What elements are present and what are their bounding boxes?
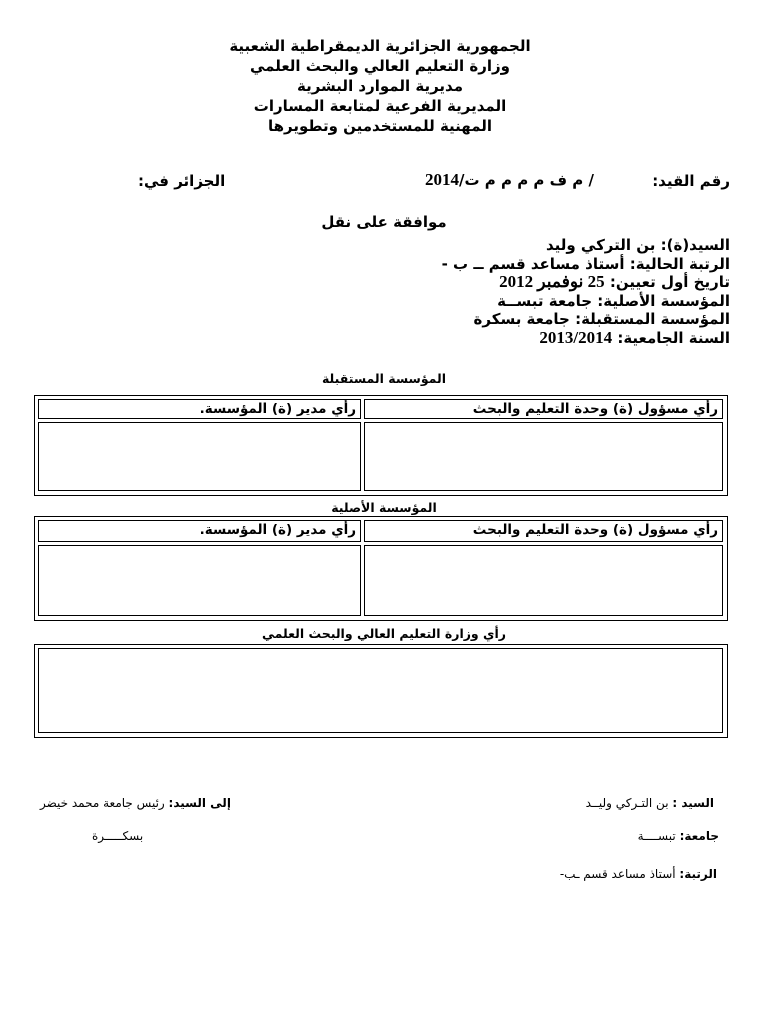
year-value: 2013/2014 [539,327,613,347]
receiving-director-header: رأي مدير (ة) المؤسسة. [38,399,361,419]
appointment-label: تاريخ أول تعيين: [609,273,730,291]
receiving-unit-opinion-box[interactable] [364,422,723,491]
recipient-value: رئيس جامعة محمد خيضر [40,796,165,810]
receiving-section-title: المؤسسة المستقبلة [321,371,447,386]
letterhead-line: المهنية للمستخدمين وتطويرها [267,117,493,135]
rank-label: الرتبة: [679,867,717,881]
footer-rank [560,867,717,881]
footer-sender [586,796,714,810]
sender-label: السيد : [672,796,714,810]
footer-university [638,829,719,843]
year-label: السنة الجامعية: [617,328,730,347]
university-label: جامعة: [679,829,719,843]
ministry-opinion-box[interactable] [38,648,723,733]
origin-director-opinion-box[interactable] [38,545,361,616]
reference-number [425,170,594,190]
reference-label: رقم القيد: [652,172,730,190]
letterhead [0,36,768,136]
letterhead-line: الجمهورية الجزائرية الديمقراطية الشعبية [229,37,531,55]
ministry-section-title: رأي وزارة التعليم العالي والبحث العلمي [262,626,506,641]
document-title [0,213,768,231]
employee-info [442,236,730,347]
origin-unit-header: رأي مسؤول (ة) وحدة التعليم والبحث [364,520,723,542]
ministry-opinion-table [34,644,728,738]
info-person: السيد(ة): بن التركي وليد [545,236,730,254]
letterhead-line: مديرية الموارد البشرية [296,77,464,95]
appointment-value: 25 نوفمبر 2012 [499,272,605,291]
reference-year: 2014 [425,170,459,189]
place-date-label: الجزائر في: [138,172,226,190]
letterhead-line: المديرية الفرعية لمتابعة المسارات [253,97,507,115]
info-receiving: المؤسسة المستقبلة: جامعة بسكرة [473,310,730,328]
origin-director-header: رأي مدير (ة) المؤسسة. [38,520,361,542]
recipient-label: إلى السيد: [168,796,231,810]
sender-value: بن التـركي وليــد [585,796,669,810]
info-year [442,329,730,348]
origin-unit-opinion-box[interactable] [364,545,723,616]
letterhead-line: وزارة التعليم العالي والبحث العلمي [249,57,511,75]
origin-section-title: المؤسسة الأصلية [331,500,437,515]
receiving-director-opinion-box[interactable] [38,422,361,491]
origin-opinion-table [34,516,728,621]
document-title-text: موافقة على نقل [321,213,447,231]
university-value: تبســــة [637,829,676,843]
receiving-unit-header: رأي مسؤول (ة) وحدة التعليم والبحث [364,399,723,419]
info-rank: الرتبة الحالية: أستاذ مساعد قسم ــ ب - [441,254,730,273]
recipient-city: بسكـــــرة [92,829,144,843]
info-origin: المؤسسة الأصلية: جامعة تبســة [497,291,730,310]
reference-code: / م ف م م م م ت/ [459,171,594,189]
receiving-opinion-table [34,395,728,496]
footer-recipient [40,796,231,810]
info-appointment [442,273,730,292]
rank-value: أستاذ مساعد قسم ـب- [559,867,676,881]
